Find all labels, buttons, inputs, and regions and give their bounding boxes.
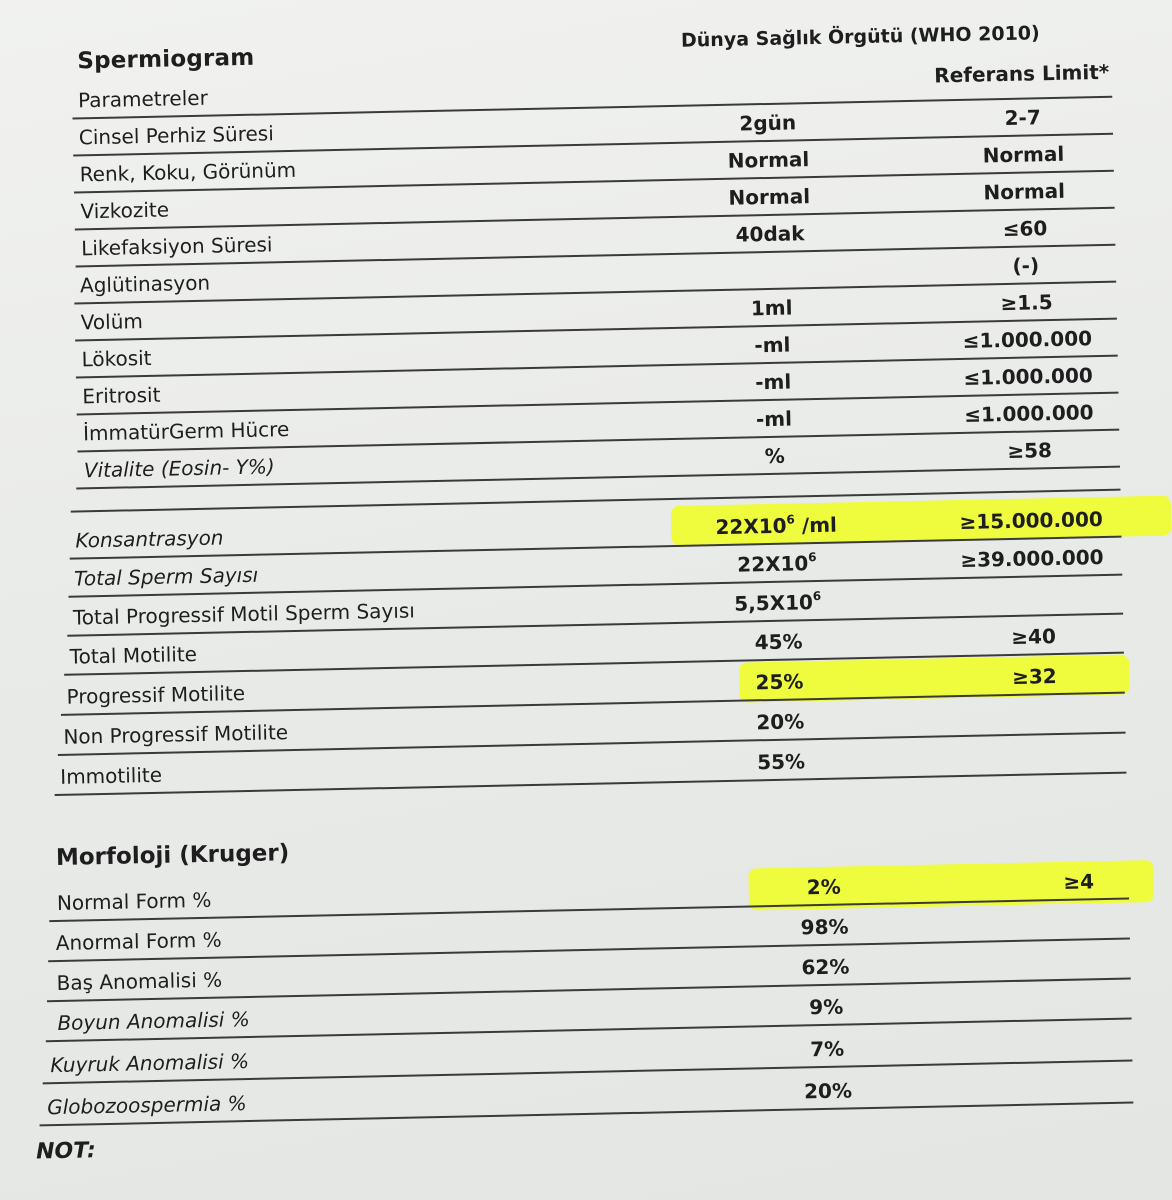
row-label: Total Progressif Motil Sperm Sayısı [72, 598, 416, 630]
row-label: Total Sperm Sayısı [73, 562, 259, 591]
row-label: Total Motilite [69, 642, 198, 669]
row-reference: 2-7 [1004, 105, 1041, 130]
row-label: Volüm [80, 309, 144, 335]
row-reference: Normal [983, 178, 1066, 205]
row-reference: ≥40 [1011, 624, 1057, 649]
row-value: % [764, 443, 785, 469]
row-value: 45% [754, 629, 803, 655]
row-value: 1ml [750, 295, 793, 321]
parameters-header: Parametreler [77, 85, 209, 113]
row-label: Kuyruk Anomalisi % [50, 1049, 250, 1078]
row-reference: ≥39.000.000 [960, 545, 1104, 573]
row-reference: ≤60 [1002, 216, 1048, 242]
row-value: Normal [727, 147, 810, 173]
row-reference [951, 971, 1172, 976]
row-reference [903, 607, 1163, 612]
row-reference [950, 931, 1172, 936]
reference-header: Referans Limit* [934, 59, 1110, 88]
row-label: Non Progressif Motilite [63, 720, 289, 749]
row-reference [906, 766, 1166, 771]
row-value [661, 281, 881, 286]
row-reference: ≥32 [1011, 664, 1057, 689]
row-reference [952, 1053, 1172, 1058]
row-label: Immotilite [60, 762, 163, 789]
row-value: 98% [800, 914, 849, 940]
row-reference: (-) [1012, 253, 1040, 278]
row-value: 2gün [739, 110, 797, 136]
row-reference [906, 726, 1166, 731]
row-label: Normal Form % [56, 887, 212, 916]
row-label: Cinsel Perhiz Süresi [78, 121, 274, 150]
row-value: -ml [755, 406, 793, 432]
row-reference: ≥15.000.000 [959, 507, 1104, 535]
row-label: Globozoospermia % [46, 1091, 247, 1120]
row-value: 20% [756, 709, 805, 735]
report-title: Spermiogram [77, 44, 255, 75]
row-label: Baş Anomalisi % [56, 967, 223, 996]
row-reference: ≥4 [1063, 869, 1095, 894]
row-value: 55% [756, 749, 806, 775]
row-value: $22X10^6$ /ml [715, 512, 838, 540]
row-value: 25% [755, 669, 804, 695]
row-reference: ≤1.000.000 [963, 400, 1094, 427]
row-label: Konsantrasyon [75, 525, 224, 553]
row-label: Renk, Koku, Görünüm [79, 157, 297, 187]
row-reference: ≥1.5 [1000, 290, 1053, 316]
row-label: Anormal Form % [55, 927, 222, 956]
row-label: Boyun Anomalisi % [57, 1006, 250, 1036]
row-value: -ml [754, 332, 791, 358]
row-reference [951, 1011, 1172, 1016]
row-value: 7% [809, 1036, 845, 1062]
row-label: Lökosit [81, 345, 152, 372]
morphology-title: Morfoloji (Kruger) [55, 840, 290, 872]
row-label: Vitalite (Eosin- Y%) [83, 454, 275, 483]
row-label: Vizkozite [80, 197, 170, 224]
reference-standard: Dünya Sağlık Örgütü (WHO 2010) [680, 22, 1040, 52]
row-label: Likefaksiyon Süresi [80, 232, 273, 261]
row-value: 20% [803, 1078, 853, 1104]
row-reference: ≤1.000.000 [963, 363, 1094, 390]
row-value: 62% [801, 954, 850, 980]
row-reference [953, 1095, 1172, 1100]
row-value: $5,5X10^6$ [734, 588, 822, 616]
row-reference: ≤1.000.000 [962, 326, 1093, 353]
row-label: Aglütinasyon [79, 270, 211, 298]
row-value: 9% [809, 994, 844, 1020]
row-label: İmmatürGerm Hücre [82, 417, 290, 446]
row-value: 40dak [735, 221, 805, 247]
row-label: Progressif Motilite [66, 681, 246, 709]
row-reference: Normal [982, 141, 1065, 168]
row-value: Normal [728, 184, 811, 210]
row-label: Eritrosit [82, 382, 161, 409]
row-value: $22X10^6$ [737, 550, 817, 577]
row-reference: ≥58 [1007, 438, 1053, 463]
row-value: -ml [754, 369, 792, 395]
note-label: NOT: [35, 1138, 97, 1165]
row-value: 2% [806, 874, 841, 900]
